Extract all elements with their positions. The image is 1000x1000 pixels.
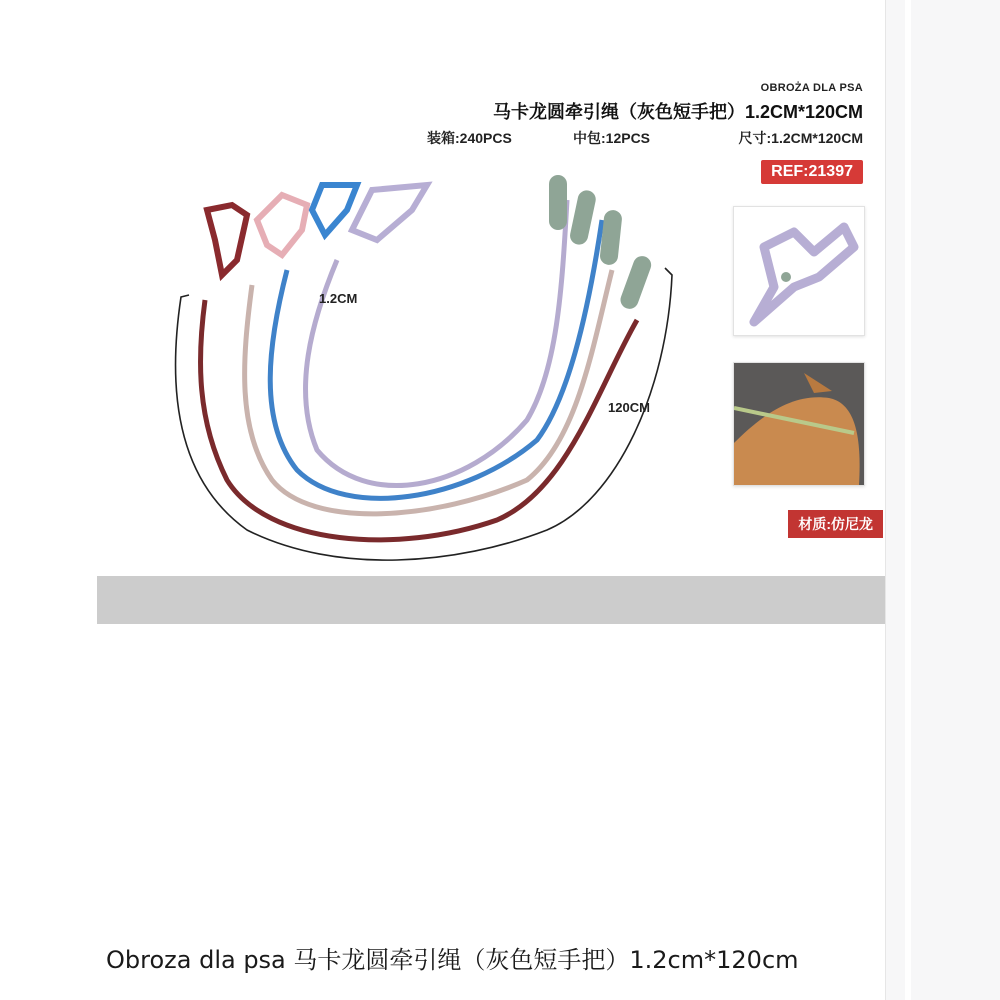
harness-detail-thumbnail[interactable] bbox=[733, 206, 865, 336]
product-title: 马卡龙圆牵引绳（灰色短手把）1.2CM*120CM bbox=[492, 102, 863, 122]
spec-size: 尺寸:1.2CM*120CM bbox=[738, 130, 863, 146]
handle-1 bbox=[549, 175, 567, 230]
spec-box-quantity: 装箱:240PCS bbox=[427, 130, 512, 146]
right-scroll-rail[interactable] bbox=[885, 0, 1000, 1000]
harness-burgundy bbox=[207, 205, 247, 275]
harness-lavender bbox=[352, 185, 427, 240]
dog-photo-thumbnail[interactable] bbox=[733, 362, 865, 486]
ref-badge: REF:21397 bbox=[761, 160, 863, 184]
product-image[interactable] bbox=[97, 60, 885, 580]
scroll-track[interactable] bbox=[905, 0, 911, 1000]
brand-label: OBROŻA DLA PSA bbox=[760, 82, 863, 94]
material-badge: 材质:仿尼龙 bbox=[788, 510, 883, 538]
spec-pack-quantity: 中包:12PCS bbox=[573, 130, 651, 146]
handle-3 bbox=[599, 209, 623, 266]
handle-2 bbox=[568, 189, 597, 247]
harness-pink bbox=[257, 195, 307, 255]
length-dimension-label: 120CM bbox=[608, 400, 650, 415]
handle-4 bbox=[618, 254, 654, 312]
width-dimension-label: 1.2CM bbox=[319, 291, 358, 306]
image-divider-bar bbox=[97, 576, 885, 624]
rope-lavender bbox=[306, 200, 567, 486]
product-caption: Obroza dla psa 马卡龙圆牵引绳（灰色短手把）1.2cm*120cm bbox=[106, 946, 799, 974]
